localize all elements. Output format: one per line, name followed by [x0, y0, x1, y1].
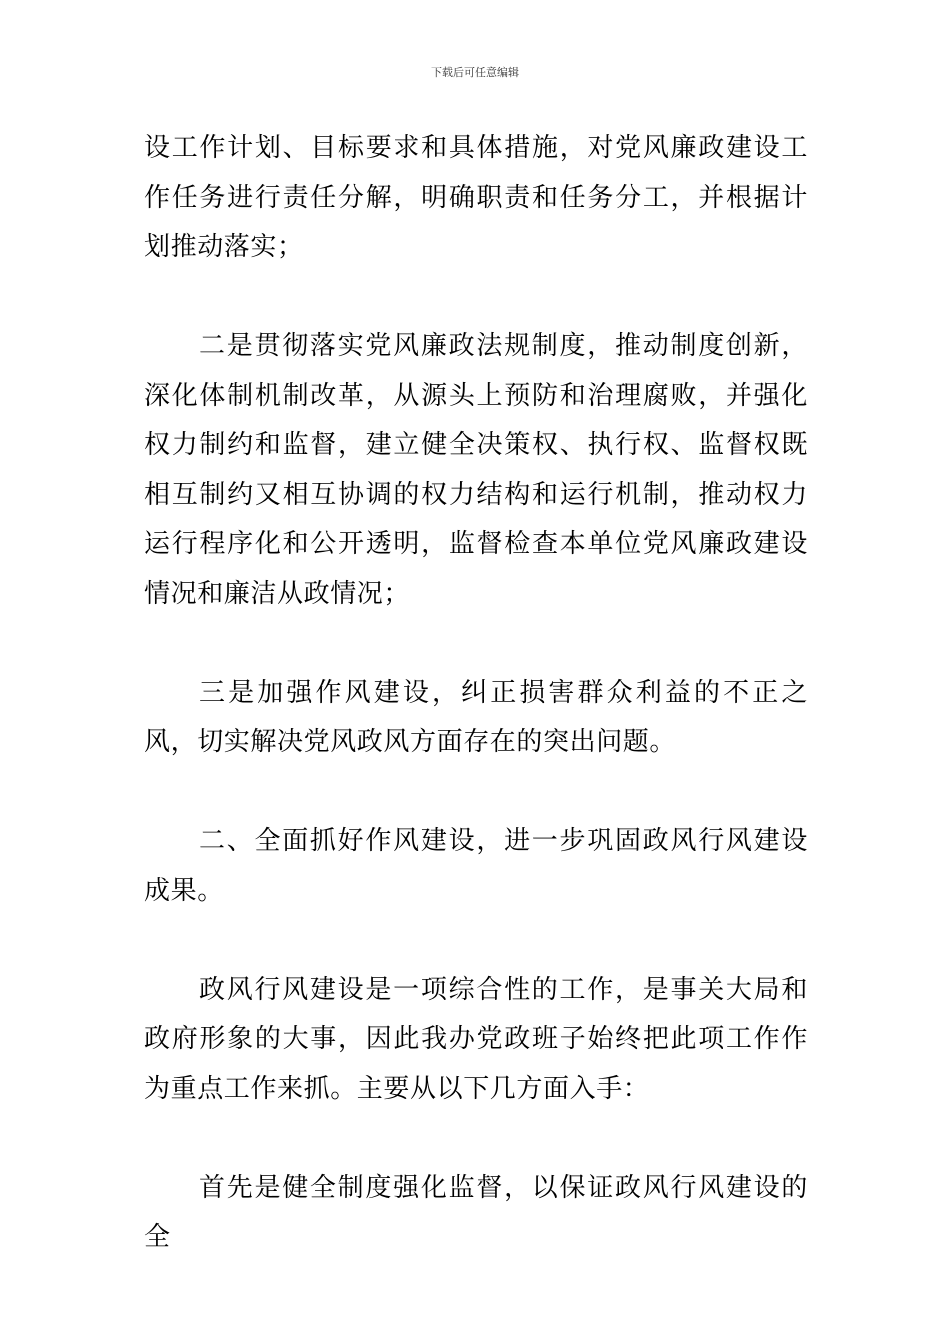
paragraph-1: 设工作计划、目标要求和具体措施，对党风廉政建设工作任务进行责任分解，明确职责和任务分工，并根据计划推动落实； [144, 133, 808, 262]
paragraph-gap [144, 619, 808, 669]
paragraph-gap [144, 273, 808, 323]
paragraph-4: 二、全面抓好作风建设，进一步巩固政风行风建设成果。 [144, 826, 808, 906]
paragraph-gap [144, 768, 808, 818]
document-body [144, 124, 808, 1263]
paragraph-3: 三是加强作风建设，纠正损害群众利益的不正之风，切实解决党风政风方面存在的突出问题。 [144, 677, 808, 757]
paragraph-6: 首先是健全制度强化监督，以保证政风行风建设的全 [144, 1172, 808, 1252]
paragraph-gap [144, 916, 808, 966]
paragraph-gap [144, 1114, 808, 1164]
paragraph-2: 二是贯彻落实党风廉政法规制度，推动制度创新，深化体制机制改革，从源头上预防和治理腐败，并强化权力制约和监督，建立健全决策权、执行权、监督权既相互制约又相互协调的权力结构和运行机制，推动权力运行程序化和公开透明，监督检查本单位党风廉政建设情况和廉洁从政情况； [144, 331, 808, 609]
paragraph-5: 政风行风建设是一项综合性的工作，是事关大局和政府形象的大事，因此我办党政班子始终把此项工作作为重点工作来抓。主要从以下几方面入手： [144, 974, 808, 1104]
page-header: 下载后可任意编辑 [431, 66, 519, 79]
